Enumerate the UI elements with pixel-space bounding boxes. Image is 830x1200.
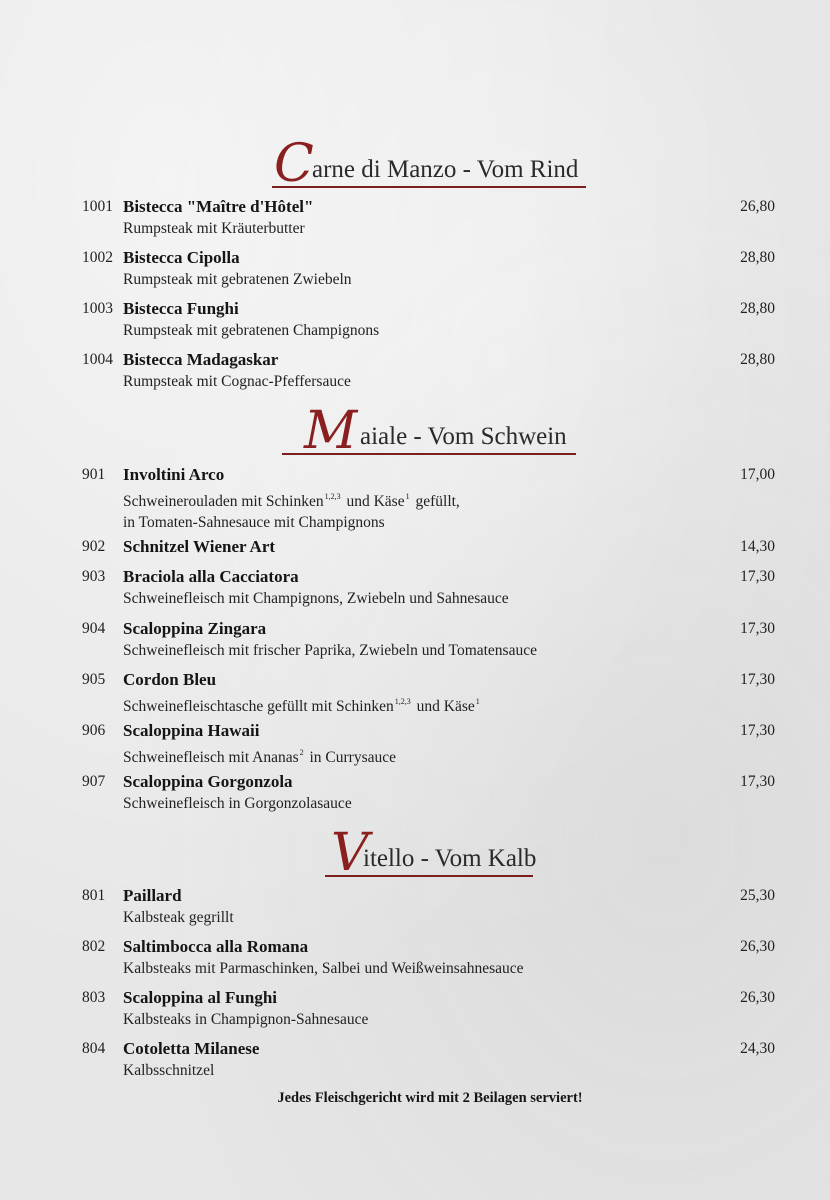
item-number: 905 [82,671,106,688]
item-description [123,486,460,533]
item-number: 1003 [82,300,113,317]
item-number: 907 [82,773,106,790]
item-name: Scaloppina Hawaii [123,721,260,740]
item-number: 904 [82,620,106,637]
allergen-note: 2 [299,748,304,757]
item-number: 902 [82,538,106,555]
section-heading-rind [272,134,586,194]
item-description-part: in Currysauce [309,749,397,766]
item-description: Rumpsteak mit gebratenen Zwiebeln [123,271,352,288]
item-description: Rumpsteak mit Cognac-Pfeffersauce [123,373,351,390]
item-description-part: Schweinefleisch mit Ananas [123,749,299,766]
item-price: 14,30 [740,538,775,555]
item-name: Cordon Bleu [123,670,217,689]
item-number: 1002 [82,249,113,266]
item-number: 804 [82,1040,106,1057]
item-description: Rumpsteak mit gebratenen Champignons [123,322,380,339]
item-price: 26,30 [740,938,775,955]
item-number: 1004 [82,351,113,368]
item-price: 17,30 [740,620,775,637]
item-name: Scaloppina Zingara [123,619,267,638]
item-description-line2: in Tomaten-Sahnesauce mit Champignons [123,514,385,531]
item-price: 28,80 [740,300,775,317]
item-description [123,691,482,717]
item-price: 26,30 [740,989,775,1006]
item-number: 1001 [82,198,113,215]
item-description-part: gefüllt, [415,493,460,510]
item-name: Involtini Arco [123,465,225,484]
item-name: Saltimbocca alla Romana [123,937,309,956]
section-initial: C [274,134,314,194]
item-name: Bistecca Madagaskar [123,350,279,369]
section-title: itello - Vom Kalb [363,845,537,872]
item-number: 901 [82,466,106,483]
item-description: Kalbsteak gegrillt [123,909,234,926]
item-number: 803 [82,989,106,1006]
item-price: 24,30 [740,1040,775,1057]
item-name: Bistecca Funghi [123,299,239,318]
item-description-part: und Käse [346,493,405,510]
item-description-part: Schweinefleischtasche gefüllt mit Schinken [123,698,394,715]
item-price: 28,80 [740,249,775,266]
item-name: Paillard [123,886,182,905]
item-description: Schweinefleisch mit Champignons, Zwiebeln und Sahnesauce [123,590,509,607]
section-title: aiale - Vom Schwein [360,423,567,450]
item-price: 17,30 [740,773,775,790]
item-name: Schnitzel Wiener Art [123,537,276,556]
item-price: 17,00 [740,466,775,483]
allergen-note: 1,2,3 [394,697,411,706]
item-price: 17,30 [740,722,775,739]
allergen-note: 1 [475,697,480,706]
item-description: Schweinefleisch in Gorgonzolasauce [123,795,352,812]
item-number: 802 [82,938,106,955]
item-price: 25,30 [740,887,775,904]
section-heading-schwein [282,401,576,461]
item-name: Braciola alla Cacciatora [123,567,299,586]
item-number: 906 [82,722,106,739]
item-price: 17,30 [740,671,775,688]
item-description [123,742,396,768]
item-name: Scaloppina Gorgonzola [123,772,293,791]
item-number: 801 [82,887,106,904]
allergen-note: 1,2,3 [324,492,341,501]
item-description: Kalbsteaks mit Parmaschinken, Salbei und Weißweinsahnesauce [123,960,524,977]
section-initial: V [331,823,369,883]
section-initial: M [304,401,358,461]
allergen-note: 1 [405,492,410,501]
item-description: Rumpsteak mit Kräuterbutter [123,220,305,237]
item-price: 26,80 [740,198,775,215]
item-name: Cotoletta Milanese [123,1039,260,1058]
item-price: 17,30 [740,568,775,585]
item-name: Bistecca "Maître d'Hôtel" [123,197,314,216]
item-name: Bistecca Cipolla [123,248,240,267]
side-dish-note: Jedes Fleischgericht wird mit 2 Beilagen serviert! [277,1090,583,1106]
item-number: 903 [82,568,106,585]
item-description: Kalbsschnitzel [123,1062,215,1079]
item-name: Scaloppina al Funghi [123,988,278,1007]
item-description-part: und Käse [416,698,475,715]
item-description: Schweinefleisch mit frischer Paprika, Zwiebeln und Tomatensauce [123,642,537,659]
section-title: arne di Manzo - Vom Rind [312,156,579,183]
item-description-part: Schweinerouladen mit Schinken [123,493,324,510]
item-price: 28,80 [740,351,775,368]
item-description: Kalbsteaks in Champignon-Sahnesauce [123,1011,369,1028]
section-heading-kalb [325,823,537,883]
